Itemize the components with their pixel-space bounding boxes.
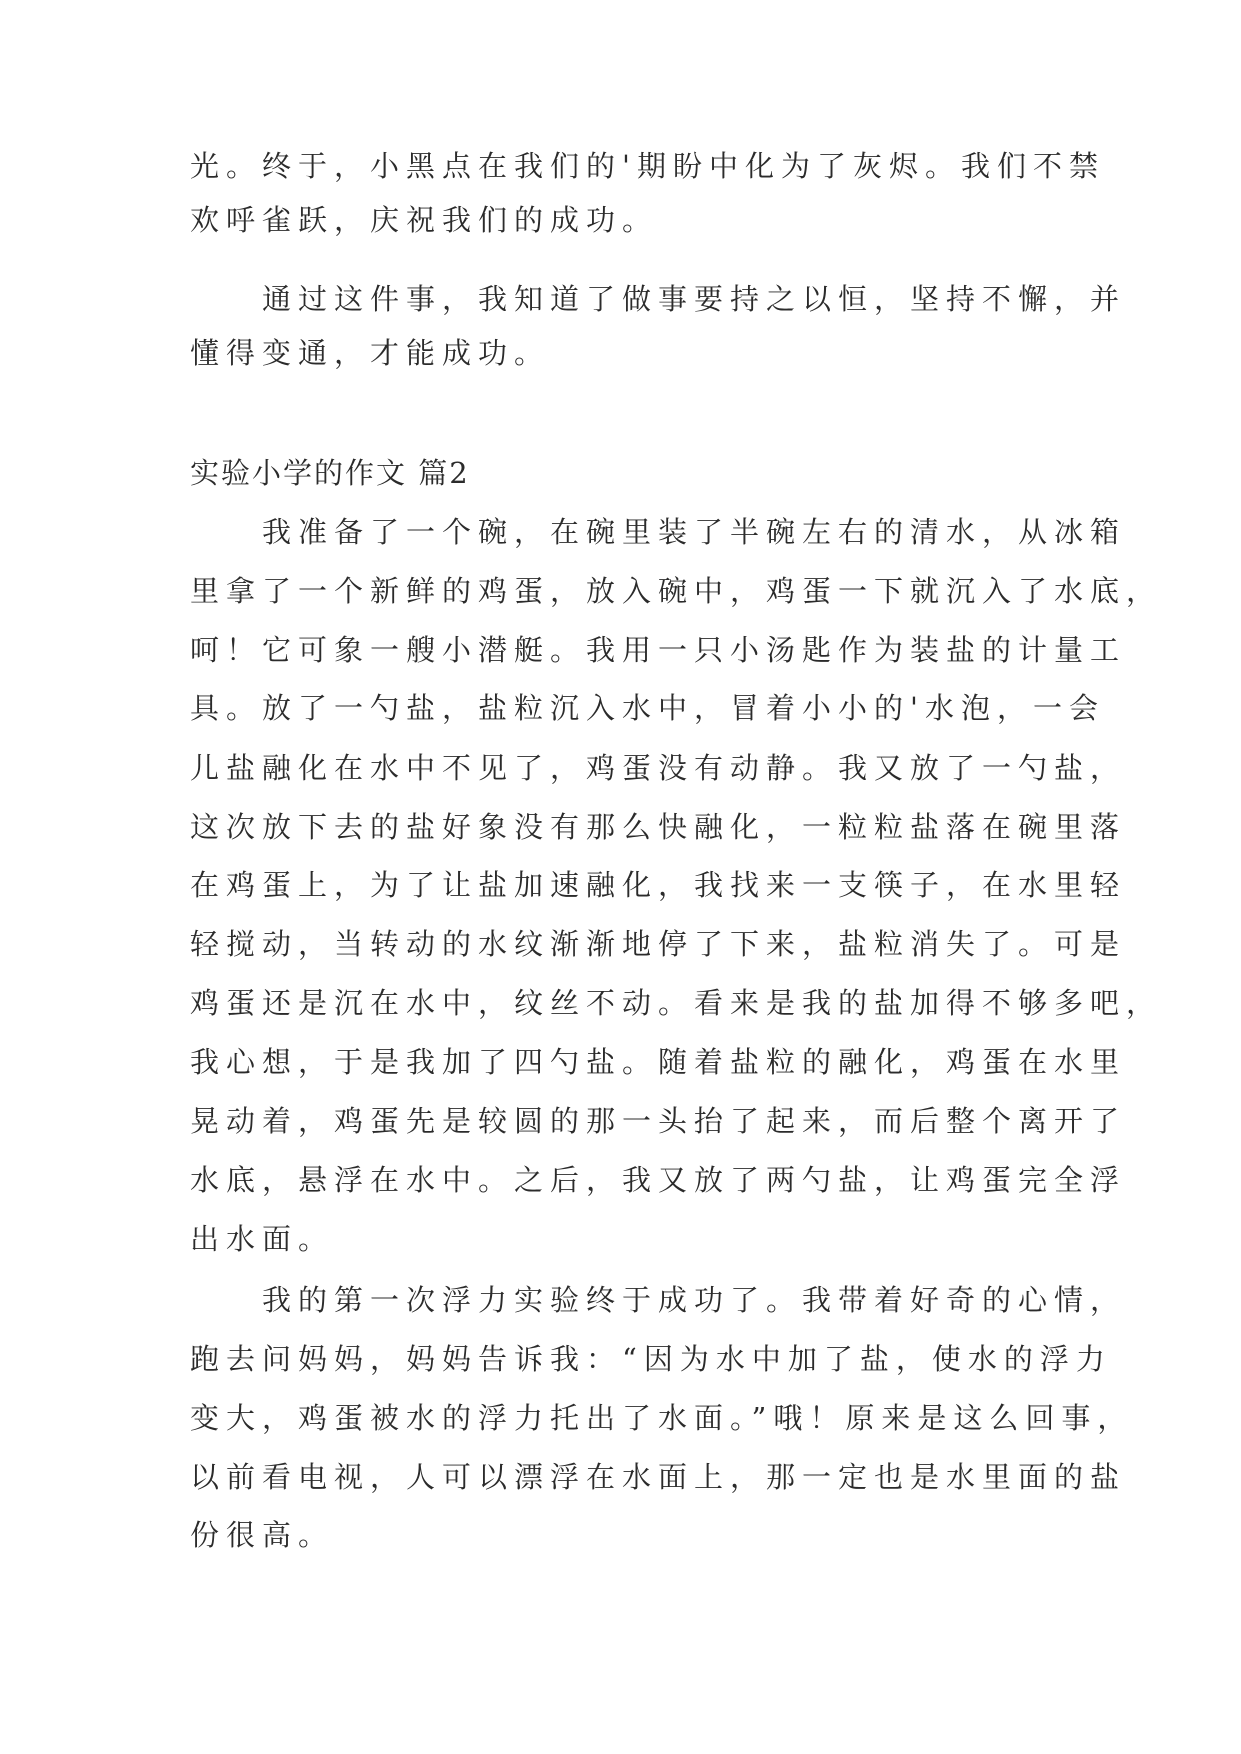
section-heading: 实验小学的作文 篇2 <box>190 456 470 490</box>
paragraph-line: 我的第一次浮力实验终于成功了。我带着好奇的心情， <box>190 1283 1127 1317</box>
paragraph-line: 水底，悬浮在水中。之后，我又放了两勺盐，让鸡蛋完全浮 <box>190 1163 1127 1197</box>
paragraph-line: 出水面。 <box>190 1222 335 1256</box>
paragraph-line: 在鸡蛋上，为了让盐加速融化，我找来一支筷子，在水里轻 <box>190 868 1127 902</box>
paragraph-line: 我心想，于是我加了四勺盐。随着盐粒的融化，鸡蛋在水里 <box>190 1045 1127 1079</box>
paragraph-line: 以前看电视，人可以漂浮在水面上，那一定也是水里面的盐 <box>190 1460 1127 1494</box>
paragraph-line: 通过这件事，我知道了做事要持之以恒，坚持不懈，并 <box>190 282 1127 316</box>
paragraph-line: 欢呼雀跃，庆祝我们的成功。 <box>190 203 659 237</box>
paragraph-line: 具。放了一勺盐，盐粒沉入水中，冒着小小的'水泡，一会 <box>190 691 1105 725</box>
paragraph-line: 我准备了一个碗，在碗里装了半碗左右的清水，从冰箱 <box>190 515 1127 549</box>
paragraph-line: 儿盐融化在水中不见了，鸡蛋没有动静。我又放了一勺盐， <box>190 751 1127 785</box>
paragraph-line: 变大，鸡蛋被水的浮力托出了水面。”哦！原来是这么回事， <box>190 1401 1134 1435</box>
paragraph-line: 跑去问妈妈，妈妈告诉我：“因为水中加了盐，使水的浮力 <box>190 1342 1112 1376</box>
paragraph-line: 懂得变通，才能成功。 <box>190 336 551 370</box>
paragraph-line: 呵！它可象一艘小潜艇。我用一只小汤匙作为装盐的计量工 <box>190 633 1127 667</box>
paragraph-line: 份很高。 <box>190 1518 335 1552</box>
paragraph-line: 这次放下去的盐好象没有那么快融化，一粒粒盐落在碗里落 <box>190 810 1127 844</box>
paragraph-line: 里拿了一个新鲜的鸡蛋，放入碗中，鸡蛋一下就沉入了水底， <box>190 574 1163 608</box>
paragraph-line: 光。终于，小黑点在我们的'期盼中化为了灰烬。我们不禁 <box>190 149 1105 183</box>
paragraph-line: 晃动着，鸡蛋先是较圆的那一头抬了起来，而后整个离开了 <box>190 1104 1127 1138</box>
paragraph-line: 鸡蛋还是沉在水中，纹丝不动。看来是我的盐加得不够多吧， <box>190 986 1163 1020</box>
paragraph-line: 轻搅动，当转动的水纹渐渐地停了下来，盐粒消失了。可是 <box>190 927 1127 961</box>
